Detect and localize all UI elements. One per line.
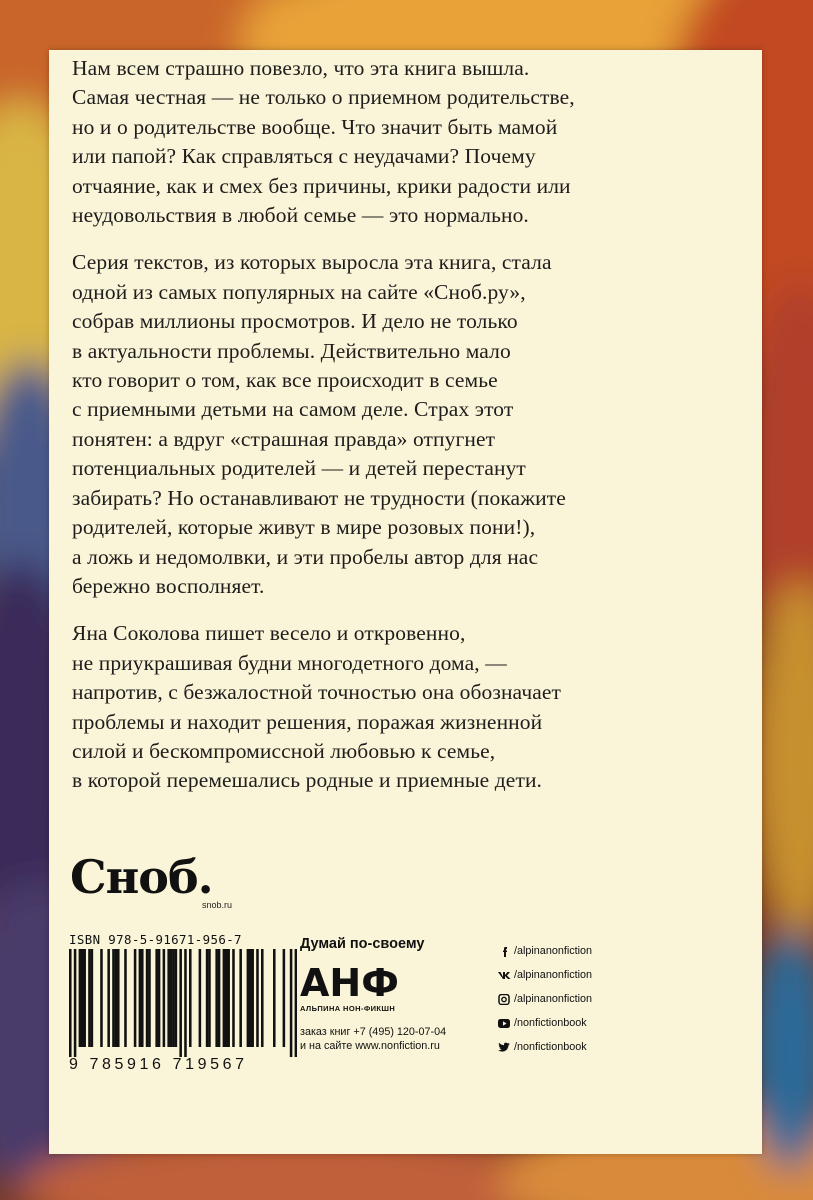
barcode-bar — [239, 949, 242, 1047]
barcode-bar — [206, 949, 209, 1047]
barcode-bar — [158, 949, 161, 1047]
barcode-bar — [189, 949, 192, 1047]
barcode-bar — [91, 949, 94, 1047]
snob-site: snob.ru — [202, 900, 233, 910]
barcode-bar — [172, 949, 175, 1047]
barcode-bar — [184, 949, 187, 1057]
barcode-bar — [249, 949, 252, 1047]
barcode-bar — [261, 949, 264, 1047]
twitter-icon — [498, 1042, 511, 1053]
barcode-bar — [251, 949, 254, 1047]
youtube-icon — [498, 1018, 511, 1029]
facebook-icon — [498, 946, 511, 957]
description-text — [72, 54, 692, 814]
publisher-logo — [300, 964, 404, 1000]
barcode-bar — [155, 949, 158, 1047]
barcode-bar — [199, 949, 202, 1047]
publisher-slogan: Думай по-своему — [300, 936, 425, 952]
barcode-bar — [146, 949, 149, 1047]
vk-icon — [498, 970, 511, 981]
paragraph-2: Серия текстов, из которых выросла эта книга, стала одной из самых популярных на сайте «Сноб.ру», собрав миллионы просмотров. И дело не только в актуальности проблемы. Действительно мало кто говорит о том, как все происходит в семье с приемными детьми на самом деле. Страх этот понятен: а вдруг «страшная правда» отпугнет потенциальных родителей — и детей перестанут забирать? Но останавливают не трудности (покажите родителей, которые живут в мире розовых пони!), а ложь и недомолвки, и эти пробелы автор для нас бережно восполняет. — [72, 250, 566, 598]
instagram-icon — [498, 994, 511, 1005]
barcode-bar — [163, 949, 166, 1047]
barcode-bar — [88, 949, 91, 1047]
barcode-bar — [215, 949, 218, 1047]
barcode-bar — [175, 949, 178, 1047]
order-phone: заказ книг +7 (495) 120-07-04 — [300, 1026, 447, 1038]
barcode-bar — [232, 949, 235, 1047]
barcode-bar — [170, 949, 173, 1047]
barcode-bar — [290, 949, 293, 1057]
social-row-vk[interactable] — [498, 963, 592, 987]
social-row-twitter[interactable] — [498, 1035, 592, 1059]
paragraph-1: Нам всем страшно повезло, что эта книга вышла. Самая честная — не только о приемном родительстве, но и о родительстве вообще. Что значит быть мамой или папой? Как справляться с неудачами? Почему отчаяние, как и смех без причины, крики радости или неудовольствия в любой семье — это нормально. — [72, 56, 575, 228]
social-label: /nonfictionbook — [514, 1017, 587, 1029]
barcode-bar — [139, 949, 142, 1047]
social-row-facebook[interactable] — [498, 939, 592, 963]
barcode-bar — [225, 949, 228, 1047]
order-site: и на сайте www.nonfiction.ru — [300, 1040, 440, 1052]
isbn-digits: 9 785916 719567 — [69, 1056, 248, 1073]
snob-logo: Сноб. — [70, 850, 213, 904]
barcode-bar — [227, 949, 230, 1047]
social-label: /alpinanonfiction — [514, 945, 593, 957]
barcode-bar — [79, 949, 82, 1047]
social-label: /alpinanonfiction — [514, 993, 593, 1005]
barcode-bar — [167, 949, 170, 1047]
barcode-bar — [83, 949, 86, 1047]
barcode-bar — [115, 949, 118, 1047]
isbn-label: ISBN 978-5-91671-956-7 — [69, 932, 242, 947]
barcode-bar — [74, 949, 77, 1057]
barcode-bar — [124, 949, 127, 1047]
social-row-instagram[interactable] — [498, 987, 592, 1011]
barcode-bar — [218, 949, 221, 1047]
barcode-bar — [283, 949, 286, 1047]
barcode-bar — [81, 949, 84, 1047]
barcode-bar — [273, 949, 276, 1047]
barcode-bar — [256, 949, 259, 1047]
barcode-bar — [179, 949, 182, 1057]
publisher-logo-text: АНФ — [300, 964, 399, 1000]
barcode-bar — [208, 949, 211, 1047]
publisher-name: АЛЬПИНА НОН-ФИКШН — [300, 1004, 396, 1013]
isbn-block — [69, 932, 309, 1074]
social-label: /alpinanonfiction — [514, 969, 593, 981]
snob-logo-block — [70, 850, 233, 910]
barcode-bar — [141, 949, 144, 1047]
barcode-bar — [107, 949, 110, 1047]
paragraph-3: Яна Соколова пишет весело и откровенно, не приукрашивая будни многодетного дома, — напротив, с безжалостной точностью она обозначает проблемы и находит решения, поражая жизненной силой и бескомпромиссной любовью к семье, в которой перемешались родные и приемные дети. — [72, 621, 562, 793]
barcode-bar — [295, 949, 297, 1057]
publisher-block — [300, 936, 480, 1053]
barcode-bar — [247, 949, 250, 1047]
barcode-bar — [148, 949, 151, 1047]
barcode-bar — [223, 949, 226, 1047]
barcode-bar — [134, 949, 137, 1047]
barcode-bar — [69, 949, 72, 1057]
barcode — [69, 949, 297, 1057]
social-row-youtube[interactable] — [498, 1011, 592, 1035]
barcode-bar — [112, 949, 115, 1047]
social-links — [498, 939, 592, 1059]
barcode-bar — [100, 949, 103, 1047]
barcode-bar — [117, 949, 120, 1047]
social-label: /nonfictionbook — [514, 1041, 587, 1053]
